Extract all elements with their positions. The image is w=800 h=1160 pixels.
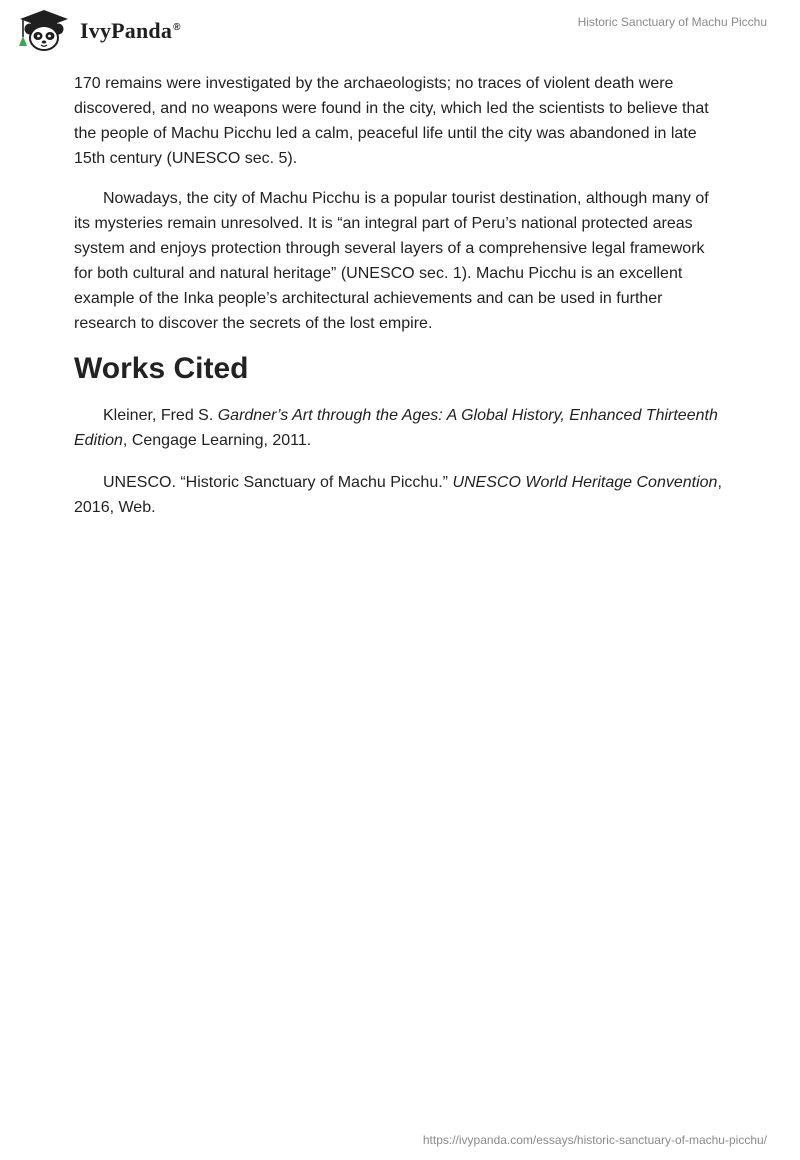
citation-title: Gardner’s Art through the Ages: A Global History, Enhanced Thirteenth Edition xyxy=(74,407,718,449)
page-header xyxy=(0,0,800,64)
citation-details: , Cengage Learning, 2011. xyxy=(122,432,312,449)
registered-mark: ® xyxy=(173,21,181,33)
footer-url-link[interactable]: https://ivypanda.com/essays/historic-sanctuary-of-machu-picchu/ xyxy=(422,1133,767,1147)
panda-graduate-icon xyxy=(14,9,74,51)
logo-wordmark xyxy=(80,18,181,44)
citation-author: UNESCO. “Historic Sanctuary of Machu Picchu.” xyxy=(103,474,453,491)
citation-details: , 2016, Web. xyxy=(74,474,722,516)
citation-entry xyxy=(74,470,726,520)
citation-entry xyxy=(74,403,726,453)
citation-author: Kleiner, Fred S. xyxy=(103,407,218,424)
body-paragraph: 170 remains were investigated by the archaeologists; no traces of violent death were discovered, and no weapons were found in the city, which led the scientists to believe that the people of Machu Picchu led a calm, peaceful life until the city was abandoned in late 15th century (UNESCO sec. 5). xyxy=(74,75,709,167)
body-paragraph: Nowadays, the city of Machu Picchu is a popular tourist destination, although many of its mysteries remain unresolved. It is “an integral part of Peru’s national protected areas system and enjoys protection through several layers of a comprehensive legal framework for both cultural and natural heritage” (UNESCO sec. 1). Machu Picchu is an excellent example of the Inka people’s architectural achievements and can be used in further research to discover the secrets of the lost empire. xyxy=(74,190,709,332)
works-cited-heading: Works Cited xyxy=(74,352,249,385)
logo-text: IvyPanda xyxy=(80,18,173,43)
ivypanda-logo[interactable] xyxy=(14,9,181,51)
citation-title: UNESCO World Heritage Convention xyxy=(452,474,718,491)
document-title: Historic Sanctuary of Machu Picchu xyxy=(577,15,767,29)
essay-content xyxy=(74,71,726,537)
